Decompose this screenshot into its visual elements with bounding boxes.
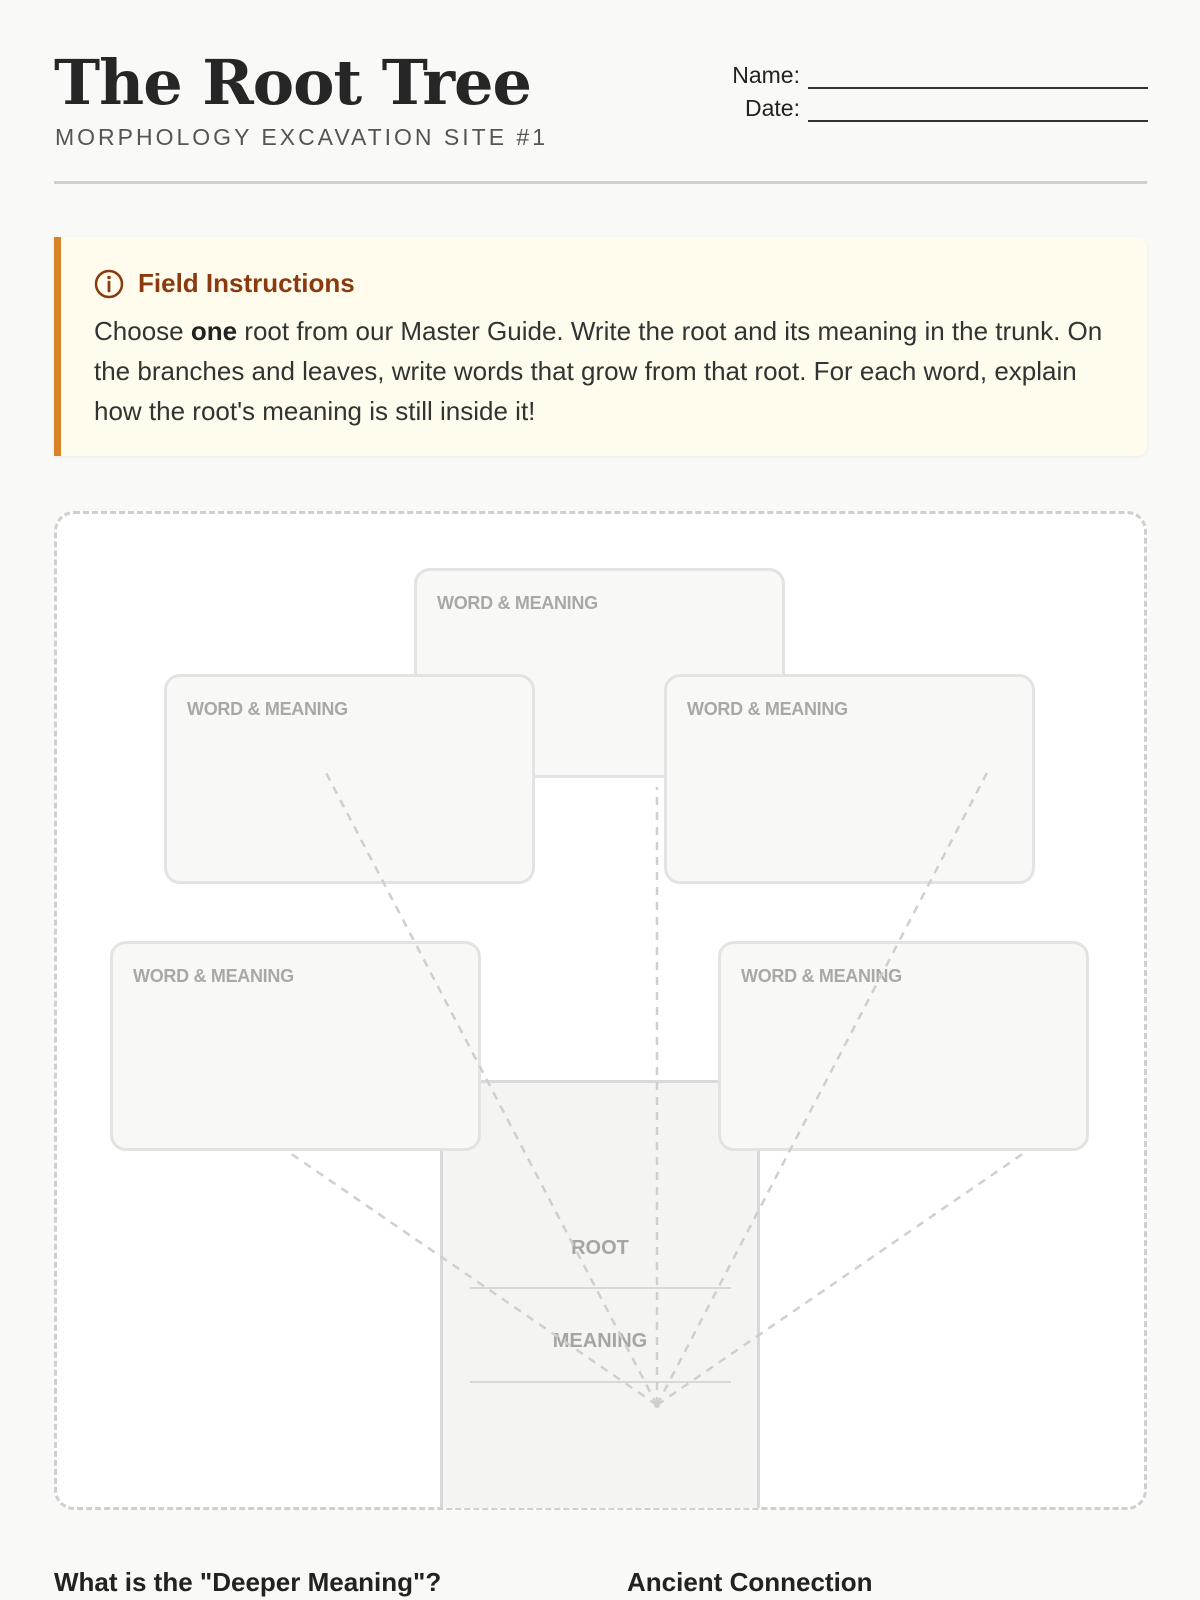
ancient-connection-heading: Ancient Connection	[627, 1567, 873, 1597]
tree-trunk	[440, 1080, 760, 1508]
name-field[interactable]	[808, 67, 1148, 89]
leaf-upper-left[interactable]	[164, 674, 535, 884]
trunk-meaning-label: MEANING	[552, 1330, 648, 1352]
name-label: Name:	[732, 62, 800, 88]
leaf-label: WORD & MEANING	[133, 966, 294, 986]
deeper-meaning-heading: What is the "Deeper Meaning"?	[54, 1567, 442, 1597]
root-write-line[interactable]	[470, 1287, 731, 1289]
date-label: Date:	[745, 95, 800, 121]
info-icon	[94, 269, 124, 299]
leaf-label: WORD & MEANING	[187, 699, 348, 719]
instructions-emphasis: one	[190, 316, 238, 346]
instructions-callout	[54, 237, 1147, 456]
instructions-text-part: Choose	[94, 316, 191, 346]
header-divider	[54, 181, 1147, 184]
leaf-lower-right[interactable]	[718, 941, 1089, 1151]
meaning-write-line[interactable]	[470, 1381, 731, 1383]
instructions-text-part: root from our Master Guide. Write the root and its meaning in the trunk. On the branches and leaves, write words that grow from that root. For each word, explain how the root's meaning is still inside it!	[94, 316, 1103, 426]
page-subtitle: MORPHOLOGY EXCAVATION SITE #1	[55, 124, 549, 150]
instructions-heading-text: Field Instructions	[138, 268, 355, 298]
name-row	[732, 56, 1148, 89]
instructions-heading	[94, 268, 355, 299]
leaf-label: WORD & MEANING	[437, 593, 598, 613]
page-title: The Root Tree	[54, 46, 531, 119]
date-field[interactable]	[808, 100, 1148, 122]
leaf-lower-left[interactable]	[110, 941, 481, 1151]
instructions-text	[94, 311, 1124, 431]
trunk-root-label: ROOT	[571, 1237, 629, 1259]
leaf-label: WORD & MEANING	[687, 699, 848, 719]
leaf-label: WORD & MEANING	[741, 966, 902, 986]
name-date-block	[732, 56, 1148, 122]
leaf-upper-right[interactable]	[664, 674, 1035, 884]
date-row	[732, 89, 1148, 122]
